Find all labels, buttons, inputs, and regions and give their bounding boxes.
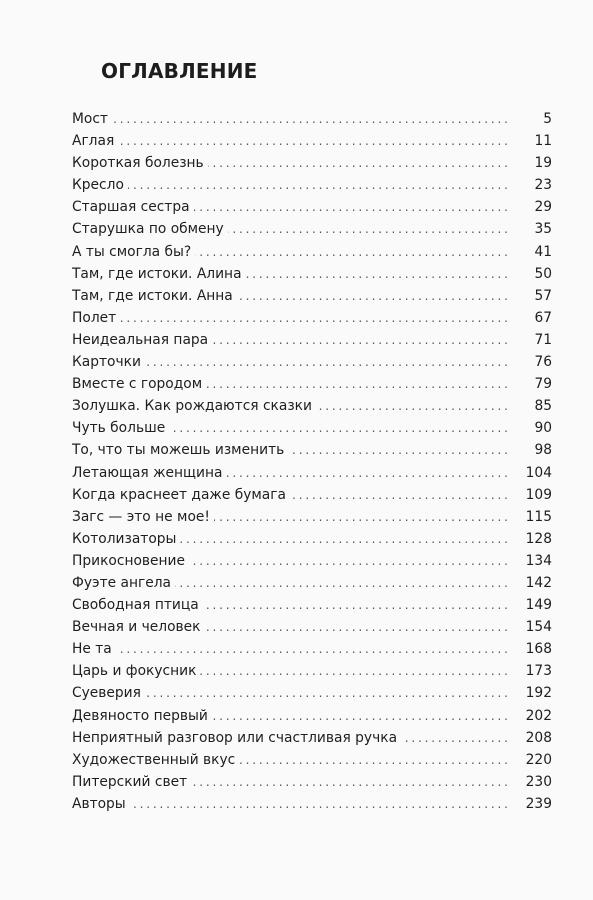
toc-entry-page-number: 128 [525,530,552,547]
toc-entry-page-number: 67 [534,309,552,326]
dot-leader [118,130,508,152]
dot-leader [145,682,508,704]
toc-entry-title: Девяносто первый [72,707,208,724]
toc-entry-title: Короткая болезнь [72,155,204,172]
toc-entry [72,462,552,484]
toc-entry-title: Питерский свет [72,773,188,790]
toc-entry-title: Неприятный разговор или счастливая ручка [72,729,398,746]
toc-entry [72,218,552,240]
dot-leader [200,660,508,682]
toc-entry-title: Суеверия [72,685,141,702]
toc-entry-page-number: 173 [525,663,552,680]
toc-entry-title: Загс — это не мое! [72,508,210,525]
dot-leader [145,351,508,373]
toc-entry-page-number: 154 [525,619,552,636]
toc-entry-title: Старушка по обмену [72,221,224,238]
dot-leader [204,616,508,638]
toc-entry [72,484,552,506]
dot-leader [214,506,508,528]
page-title: ОГЛАВЛЕНИЕ [101,59,258,83]
dot-leader [212,329,508,351]
dot-leader [237,285,508,307]
toc-entry [72,572,552,594]
toc-entry-page-number: 142 [525,574,552,591]
toc-entry [72,705,552,727]
toc-entry-page-number: 239 [525,795,552,812]
toc-entry-title: Золушка. Как рождаются сказки [72,398,312,415]
toc-entry-title: Художественный вкус [72,751,236,768]
toc-entry-page-number: 220 [525,751,552,768]
toc-entry [72,263,552,285]
toc-entry-title: Вместе с городом [72,376,203,393]
toc-entry [72,616,552,638]
dot-leader [288,439,508,461]
dot-leader [246,263,508,285]
dot-leader [128,174,508,196]
toc-entry-page-number: 50 [534,265,552,282]
toc-entry [72,550,552,572]
dot-leader [228,218,508,240]
toc-entry [72,395,552,417]
toc-entry-page-number: 29 [534,199,552,216]
dot-leader [208,152,508,174]
toc-entry [72,506,552,528]
toc-entry-title: Вечная и человек [72,619,201,636]
toc-entry-page-number: 35 [534,221,552,238]
toc-entry-title: Котолизаторы [72,530,177,547]
toc-entry-page-number: 104 [525,464,552,481]
table-of-contents [72,108,552,815]
toc-entry-page-number: 109 [525,486,552,503]
toc-entry-page-number: 202 [525,707,552,724]
dot-leader [120,307,508,329]
dot-leader [239,749,508,771]
toc-entry [72,329,552,351]
dot-leader [191,771,508,793]
toc-entry-page-number: 98 [534,442,552,459]
toc-entry-title: Старшая сестра [72,199,190,216]
toc-entry-page-number: 11 [534,133,552,150]
toc-entry-page-number: 19 [534,155,552,172]
toc-entry-page-number: 5 [543,111,552,127]
toc-entry-title: Свободная птица [72,597,199,614]
toc-entry [72,307,552,329]
toc-entry-page-number: 57 [534,287,552,304]
toc-entry-page-number: 85 [534,398,552,415]
toc-entry [72,594,552,616]
dot-leader [116,638,508,660]
toc-entry-title: То, что ты можешь изменить [72,442,285,459]
toc-entry-page-number: 208 [525,729,552,746]
toc-entry-page-number: 41 [534,243,552,260]
toc-entry-page-number: 23 [534,177,552,194]
toc-entry-title: Аглая [72,133,115,150]
dot-leader [212,705,508,727]
toc-entry [72,373,552,395]
toc-entry-page-number: 134 [525,552,552,569]
toc-entry [72,439,552,461]
toc-entry [72,285,552,307]
toc-entry-title: Кресло [72,177,124,194]
toc-entry [72,152,552,174]
toc-entry-page-number: 192 [525,685,552,702]
dot-leader [316,395,508,417]
toc-entry [72,196,552,218]
toc-entry [72,528,552,550]
toc-entry-title: А ты смогла бы? [72,243,192,260]
dot-leader [226,462,508,484]
dot-leader [112,108,508,130]
toc-entry-page-number: 149 [525,597,552,614]
dot-leader [203,594,508,616]
dot-leader [195,241,508,263]
toc-entry-title: Прикосновение [72,552,186,569]
toc-entry [72,749,552,771]
toc-entry [72,793,552,815]
toc-entry-title: Карточки [72,354,141,371]
toc-entry-title: Фуэте ангела [72,574,172,591]
dot-leader [206,373,508,395]
dot-leader [175,572,508,594]
dot-leader [130,793,508,815]
dot-leader [169,417,508,439]
toc-entry [72,682,552,704]
toc-entry-title: Летающая женщина [72,464,223,481]
toc-entry-page-number: 76 [534,354,552,371]
toc-entry-title: Неидеальная пара [72,331,209,348]
toc-entry-title: Царь и фокусник [72,663,197,680]
toc-entry-page-number: 230 [525,773,552,790]
toc-entry [72,417,552,439]
dot-leader [290,484,508,506]
dot-leader [180,528,508,550]
dot-leader [194,196,508,218]
toc-entry-page-number: 115 [525,508,552,525]
toc-entry-page-number: 71 [534,331,552,348]
toc-entry [72,727,552,749]
toc-entry [72,638,552,660]
toc-entry [72,771,552,793]
toc-entry-title: Не та [72,641,112,658]
toc-entry [72,660,552,682]
toc-entry-page-number: 90 [534,420,552,437]
toc-entry-title: Полет [72,309,117,326]
toc-entry-title: Мост [72,111,108,127]
toc-entry [72,174,552,196]
toc-entry-page-number: 79 [534,376,552,393]
dot-leader [401,727,508,749]
toc-entry-title: Авторы [72,795,126,812]
toc-entry-title: Когда краснеет даже бумага [72,486,286,503]
toc-entry [72,108,552,130]
toc-entry [72,130,552,152]
toc-entry [72,241,552,263]
toc-entry-title: Там, где истоки. Алина [72,265,242,282]
dot-leader [189,550,508,572]
toc-entry-title: Там, где истоки. Анна [72,287,233,304]
toc-entry-page-number: 168 [525,641,552,658]
toc-entry [72,351,552,373]
toc-entry-title: Чуть больше [72,420,166,437]
